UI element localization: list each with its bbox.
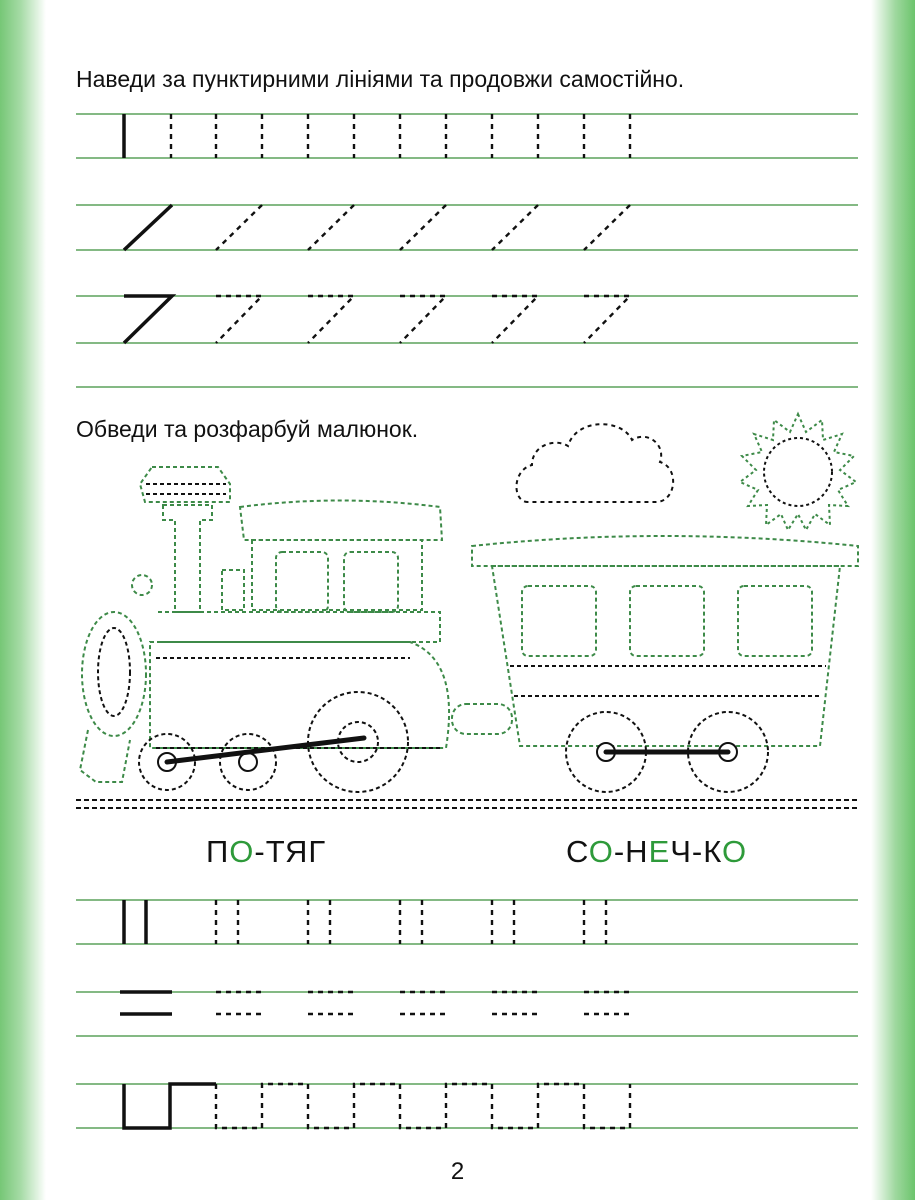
row-double-vertical-strokes: [124, 900, 606, 944]
syllable-part: К: [703, 834, 722, 869]
vowel-letter: О: [229, 834, 255, 869]
syllable-hyphen: -: [691, 834, 704, 869]
vowel-letter: Е: [648, 834, 671, 869]
sample-double-vertical: [124, 900, 146, 944]
syllable-hyphen: -: [613, 834, 626, 869]
sample-double-horizontal: [120, 992, 172, 1014]
page-number: 2: [450, 1158, 465, 1185]
syllable-part: Ч: [670, 834, 692, 869]
row-meander-strokes: [124, 1084, 630, 1128]
syllable-part: ТЯГ: [265, 834, 327, 869]
dotted-meander: [216, 1084, 630, 1128]
instruction-trace-lines: Наведи за пунктирними лініями та продовжи самостійно.: [76, 66, 685, 92]
vowel-letter: О: [588, 834, 614, 869]
syllable-part: С: [566, 834, 589, 869]
ruling-lines-bottom: [76, 900, 858, 1128]
row-double-horizontal-strokes: [120, 992, 630, 1014]
syllable-part: Н: [625, 834, 649, 869]
sample-meander: [124, 1084, 216, 1128]
instruction-color-picture: Обведи та розфарбуй малюнок.: [76, 416, 419, 442]
dotted-double-horizontals: [216, 992, 630, 1014]
dotted-double-verticals: [216, 900, 606, 944]
syllable-part: П: [206, 834, 230, 869]
syllable-hyphen: -: [254, 834, 266, 869]
vowel-letter: О: [721, 834, 748, 869]
